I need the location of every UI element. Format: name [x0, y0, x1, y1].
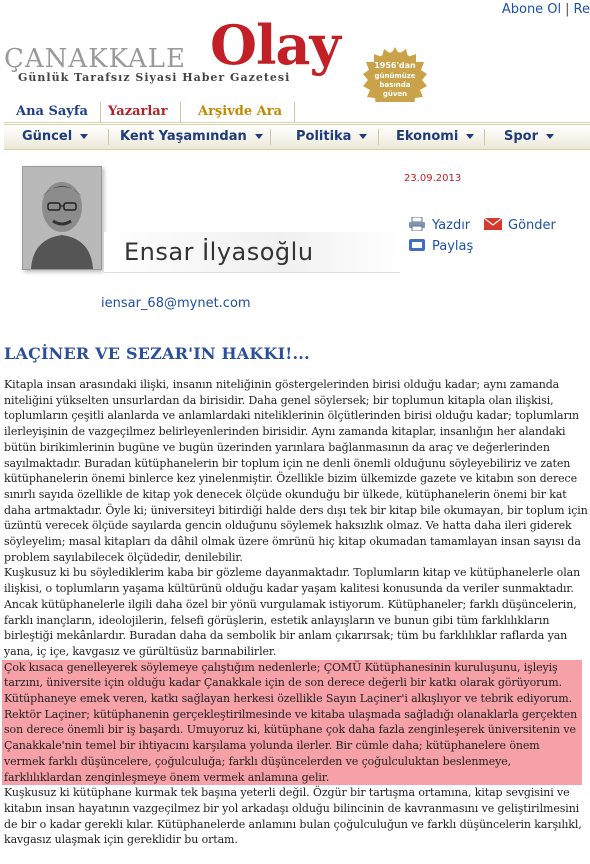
chevron-down-icon	[466, 134, 474, 139]
nav-divider	[484, 129, 485, 145]
seal-line-4: güven	[382, 90, 408, 98]
share-label: Paylaş	[432, 239, 474, 254]
seal-line-1: 1956'dan	[374, 61, 416, 70]
article-paragraph: Kitapla insan arasındaki ilişki, insanın niteliğinin göstergelerinden birisi olduğu kadar; aynı zamanda niteliğini yükselten unsurlardan da birisidir. Daha genel söylersek; bir toplumun kitapla olan ilişkisi, toplumların çeşitli alanlarda ve anlamlardaki niteliklerinin ölçütlerinden birisi olduğu kadar; toplumların ilerleyişinin de vazgeçilmez belirleyenlerinden birisidir. Aynı zamanda kitaplar, insanlığın her alandaki bütün birikimlerinin bugüne ve bugün üzerinden yarınlara bağlanmasının da araç ve değerlerinden sayılmaktadır. Buradan kütüphanelerin bir toplum için ne denli önemli olduğunu söyleyebiliriz ve zaten kütüphanelerin önemi binlerce kez yinelenmiştir. Özellikle bizim ülkemizde gazete ve kitabın son derece sınırlı sayıda özellikle de kitap yok denecek ölçüde okunduğu bir ülkede, kütüphanelerin önemi bir kat daha artmaktadır. Öyle ki; üniversiteyi bitirdiği halde ders dışı tek bir kitap bile okumayan, bir toplum için üzüntü verecek ölçüde sayılarda gencin olduğunu söylemek haksızlık olmaz. Ve hatta daha ileri giderek söyleyelim; masal kitapları da dâhil olmak üzere ömrünü hiç kitap okumadan tamamlayan insan sayısı da problem sayılabilecek ölçüdedir, denilebilir.	[4, 378, 588, 564]
author-portrait-icon	[23, 167, 101, 269]
nav-archive-search[interactable]: Arşivde Ara	[186, 102, 295, 122]
nav-city-life-label: Kent Yaşamından	[120, 129, 247, 144]
seal-line-2: günümüze	[374, 72, 416, 80]
top-links	[502, 2, 590, 17]
author-email-link[interactable]: iensar_68@mynet.com	[101, 296, 251, 311]
print-label: Yazdır	[432, 218, 471, 233]
top-link-next[interactable]: Re	[573, 2, 590, 17]
share-icon	[408, 238, 426, 252]
nav-economy[interactable]	[396, 125, 474, 149]
brand-canakkale: ÇANAKKALE	[4, 44, 187, 74]
subscribe-link[interactable]: Abone Ol	[501, 2, 562, 17]
nav-current-label: Güncel	[22, 129, 73, 144]
share-button[interactable]	[408, 238, 473, 256]
send-label: Gönder	[508, 218, 556, 233]
nav-divider	[378, 129, 379, 145]
masthead-logo[interactable]	[4, 13, 424, 98]
brand-olay: Olay	[210, 13, 340, 77]
author-photo	[22, 166, 102, 270]
article-paragraph: Kuşkusuz ki bu söylediklerim kaba bir gözleme dayanmaktadır. Toplumların kitap ve kütüphanelerle olan ilişkisi, o toplumların yaşama kültürünü olduğu kadar yaşam kalitesi konusunda da veriler sunmaktadır. Ancak kütüphanelerle ilgili daha özel bir yönü vurgulamak istiyorum. Kütüphaneler; farklı düşüncelerin, farklı inançların, ideolojilerin, felsefi görüşlerin, estetik anlayışların ve bunun gibi tüm farklılıkların birleştiği mekânlardır. Buradan daha da sembolik bir anlam çıkarırsak; tüm bu farklılıklar raflarda yan yana, iç içe, kavgasız ve gürültüsüz barınabilirler.	[4, 566, 581, 658]
envelope-icon	[484, 217, 502, 231]
nav-current[interactable]	[22, 125, 88, 149]
nav-home[interactable]: Ana Sayfa	[4, 102, 101, 122]
top-links-separator: |	[565, 2, 570, 17]
nav-sports[interactable]	[504, 125, 554, 149]
article-body	[4, 377, 588, 848]
article-paragraph-highlighted: Çok kısaca genelleyerek söylemeye çalıştığım nedenlerle; ÇOMÜ Kütüphanesinin kuruluşunu, işleyiş tarzını, üniversite için olduğu kadar Çanakkale için de son derece değerli bir katkı olarak görüyorum. Kütüphaneye emek veren, katkı sağlayan herkesi özellikle Sayın Laçiner'i alkışlıyor ve tebrik ediyorum. Rektör Laçiner; kütüphanenin gerçekleştirilmesinde ve kitaba ulaşmada sağladığı olanaklarla gerçekten son derece önemli bir iş başardı. Umuyoruz ki, kütüphane çok daha fazla zenginleşerek üniversitenin ve Çanakkale'nin temel bir ihtiyacını karşılama yolunda ilerler. Bir cümle daha; kütüphanelere önem vermek farklı düşüncelere, çoğulculuğa; farklı düşüncelerden ve çoğulculuktan beslenmeye, farklılıklardan zenginleşmeye önem vermek anlamına gelir.	[2, 660, 582, 786]
nav-city-life[interactable]	[120, 125, 263, 149]
article-title: LAÇİNER VE SEZAR'IN HAKKI!...	[4, 344, 310, 363]
send-button[interactable]	[484, 217, 556, 235]
chevron-down-icon	[546, 134, 554, 139]
primary-nav	[4, 102, 590, 123]
printer-icon	[408, 217, 426, 231]
nav-sports-label: Spor	[504, 129, 539, 144]
nav-divider	[108, 129, 109, 145]
article-date: 23.09.2013	[404, 173, 462, 184]
chevron-down-icon	[80, 134, 88, 139]
nav-politics[interactable]	[296, 125, 367, 149]
category-nav	[4, 124, 590, 150]
nav-divider	[270, 129, 271, 145]
seal-line-3: basında	[379, 81, 411, 89]
print-button[interactable]	[408, 217, 470, 235]
chevron-down-icon	[255, 134, 263, 139]
article-paragraph: Kuşkusuz ki kütüphane kurmak tek başına yeterli değil. Özgür bir tartışma ortamına, kitap sevgisini ve kitabın insan hayatının vazgeçilmez bir yol arkadaşı olduğu bilincinin de kavranmasını ve geliştirilmesini de bir o kadar gerekli kılar. Kütüphanelerde anlamını bulan çoğulculuğun ve farklı düşüncelerin karşılıkl, kavgasız ulaşmak için gereklidir bu ortam.	[4, 786, 582, 847]
nav-politics-label: Politika	[296, 129, 352, 144]
nav-economy-label: Ekonomi	[396, 129, 459, 144]
author-name[interactable]: Ensar İlyasoğlu	[124, 238, 314, 266]
nav-authors[interactable]: Yazarlar	[96, 102, 181, 122]
chevron-down-icon	[359, 134, 367, 139]
brand-tagline: Günlük Tarafsız Siyasi Haber Gazetesi	[18, 71, 291, 84]
